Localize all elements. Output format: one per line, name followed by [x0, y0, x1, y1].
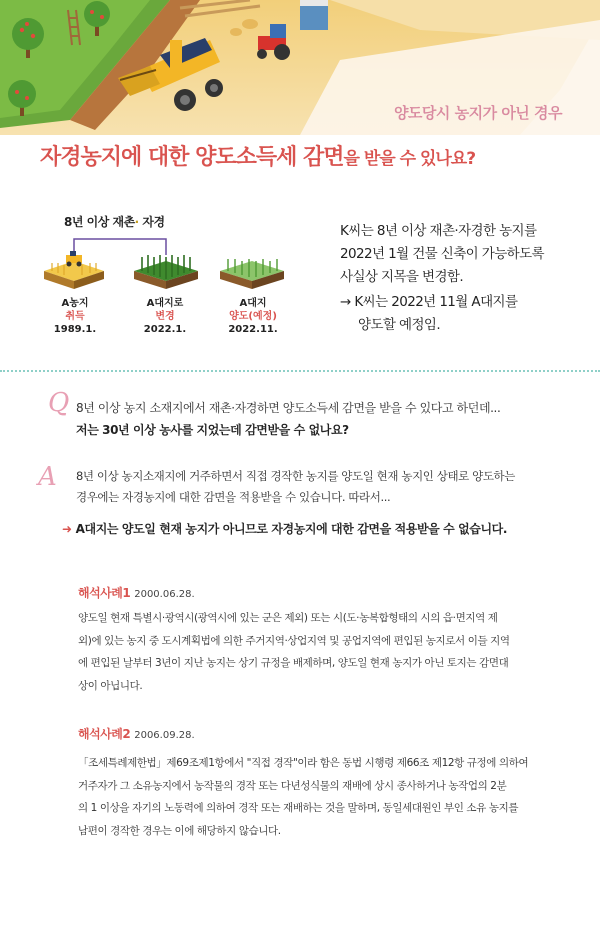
timeline-item-date: 2022.1.: [143, 324, 187, 335]
timeline-item-2: [136, 297, 194, 337]
page-title: [40, 140, 475, 171]
case-line: 양도일 현재 특별시·광역시(광역시에 있는 군은 제외) 또는 시(도·농복합형태의 시의 읍·면지역 제: [78, 612, 498, 624]
bracket-label-dot: ·: [134, 215, 139, 229]
bracket-line: [74, 239, 166, 255]
timeline-item-sub: 변경: [155, 311, 175, 322]
answer-line: 8년 이상 농지소재지에 거주하면서 직접 경작한 농지를 양도일 현재 농지인 상태로 양도하는: [76, 469, 515, 483]
case-body: [78, 752, 558, 842]
answer-line: 경우에는 자경농지에 대한 감면을 적용받을 수 있습니다. 따라서...: [76, 490, 391, 504]
title-tail: 을 받을 수 있나요?: [343, 149, 476, 169]
timeline-item-label: A농지: [61, 298, 89, 309]
timeline-item-date: 2022.11.: [228, 324, 278, 335]
timeline-item-sub: 양도(예정): [229, 311, 277, 322]
desc-line: K씨는 8년 이상 재촌·자경한 농지를: [340, 223, 537, 239]
wheat-field-icon: [44, 251, 104, 289]
timeline-item-date: 1989.1.: [53, 324, 97, 335]
desc-line: 2022년 1월 건물 신축이 가능하도록: [340, 246, 545, 262]
field-icons: [38, 225, 308, 305]
bracket-label-part2: 자경: [142, 215, 165, 229]
desc-conclusion-cont: 양도할 예정임.: [358, 317, 441, 333]
case-line: 에 편입된 날부터 3년이 지난 농지는 상기 규정을 배제하며, 양도일 현재 농지가 아닌 토지는 감면대: [78, 657, 509, 669]
question-icon: Q: [48, 388, 70, 418]
case-line: 의 1 이상을 자기의 노동력에 의하여 경작 또는 재배하는 것을 말하며, 동일세대원인 부인 소유 농지를: [78, 802, 519, 814]
bracket-label-part1: 8년 이상 재촌: [64, 215, 135, 229]
question-text-bold: 저는 30년 이상 농사를 지었는데 감면받을 수 없나요?: [76, 423, 349, 437]
arrow-bullet-icon: ➜: [62, 522, 72, 536]
desc-line: 사실상 지목을 변경함.: [340, 269, 464, 285]
interpretation-case-2: [78, 725, 558, 842]
green-field-icon: [134, 255, 198, 289]
timeline-item-3: [222, 297, 284, 337]
dotted-divider: [0, 370, 600, 372]
sprout-field-icon: [220, 259, 284, 289]
timeline-item-1: [46, 297, 104, 337]
case-description: [340, 220, 590, 337]
timeline-diagram: [38, 205, 308, 350]
case-line: 상이 아닙니다.: [78, 679, 143, 692]
timeline-item-label: A대지: [239, 298, 267, 309]
timeline-item-sub: 취득: [65, 311, 85, 322]
question-text: 8년 이상 농지 소재지에서 재촌·자경하면 양도소득세 감면을 받을 수 있다고 하던데...: [76, 401, 501, 415]
case-title: 해석사례2: [78, 727, 131, 741]
case-line: 「조세특례제한법」제69조제1항에서 "직접 경작"이라 함은 동법 시행령 제66조 제12항 규정에 의하여: [78, 757, 529, 769]
title-main: 자경농지에 대한 양도소득세 감면: [40, 145, 344, 170]
desc-conclusion: → K씨는 2022년 11월 A대지를: [340, 294, 518, 310]
interpretation-case-1: [78, 584, 558, 697]
answer-text: [76, 466, 576, 508]
case-header: [78, 725, 558, 742]
case-date: 2000.06.28.: [134, 589, 195, 600]
case-line: 남편이 경작한 경우는 이에 해당하지 않습니다.: [78, 824, 281, 837]
answer-conclusion-text: A대지는 양도일 현재 농지가 아니므로 자경농지에 대한 감면을 적용받을 수 없습니다.: [75, 522, 508, 536]
answer-conclusion: [62, 520, 507, 537]
case-date: 2006.09.28.: [134, 730, 195, 741]
answer-icon: A: [38, 462, 57, 492]
case-line: 외)에 있는 농지 중 도시계획법에 의한 주거지역·상업지역 및 공업지역에 편입된 농지로서 이들 지역: [78, 634, 510, 647]
case-title: 해석사례1: [78, 586, 131, 600]
case-body: [78, 607, 558, 697]
case-header: [78, 584, 558, 601]
subtitle: 양도당시 농지가 아닌 경우: [393, 104, 562, 122]
timeline-item-label: A대지로: [146, 298, 184, 309]
case-line: 거주자가 그 소유농지에서 농작물의 경작 또는 다년성식물의 재배에 상시 종사하거나 농작업의 2분: [78, 779, 507, 792]
